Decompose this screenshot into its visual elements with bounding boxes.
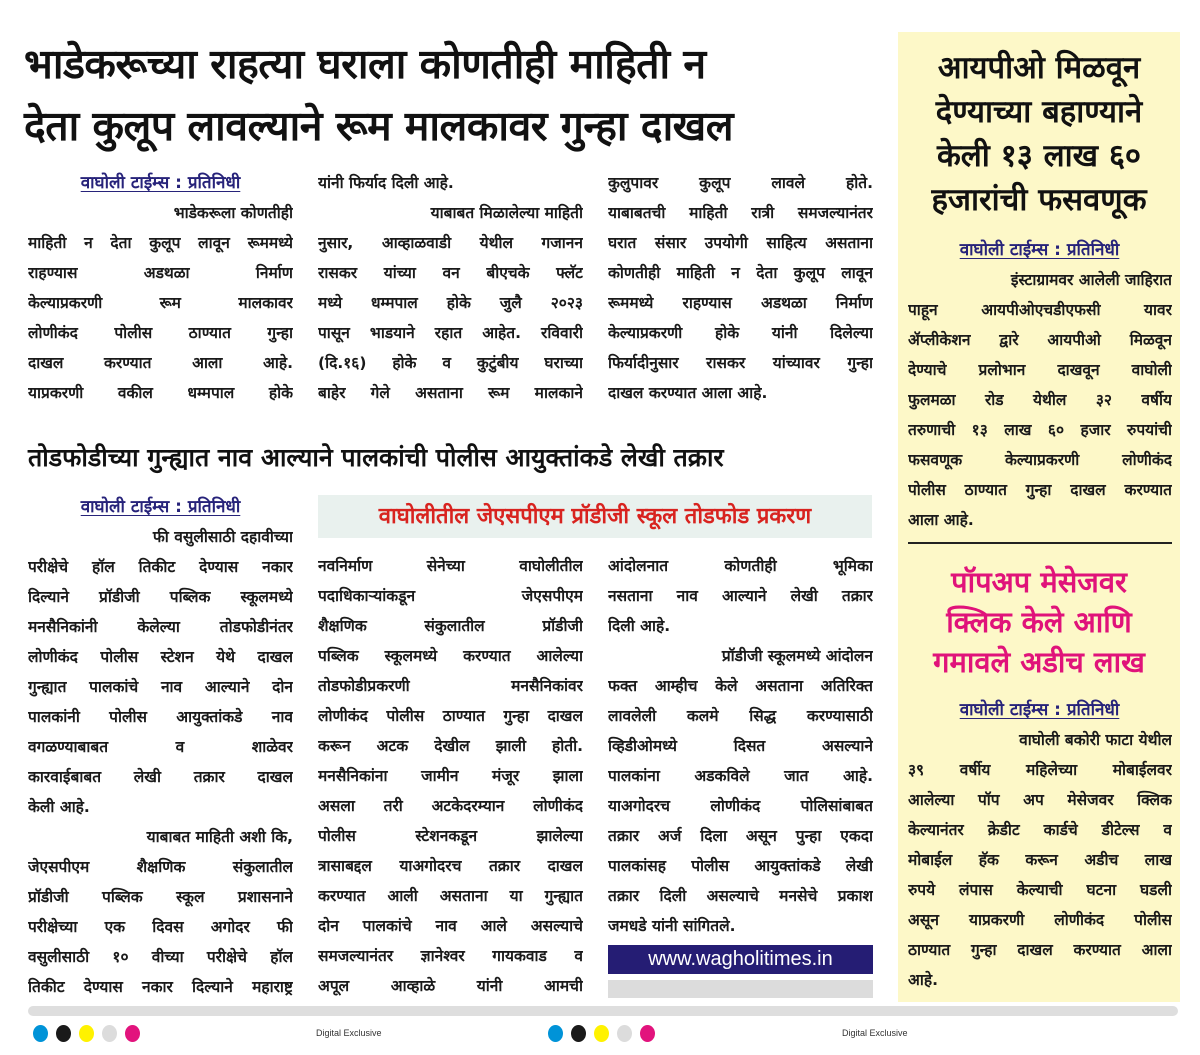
text-line: वसुलीसाठी १० वीच्या परीक्षेचे हॉल [28, 948, 293, 966]
text-line: मोबाईल हॅक करून अडीच लाख [908, 851, 1172, 869]
text-line: पोलीस ठाण्यात गुन्हा दाखल करण्यात [908, 481, 1172, 499]
byline-text: वाघोली टाईम्स : प्रतिनिधी [80, 173, 241, 193]
sidebar-story2-headline [898, 562, 1180, 682]
headline-line: देण्याच्या बहाण्याने [935, 94, 1143, 130]
text-line: पासून भाडयाने रहात आहेत. रविवारी [318, 324, 583, 342]
text-line: परीक्षेचे हॉल तिकीट देण्यास नकार [28, 558, 293, 576]
article2-headline: तोडफोडीच्या गुन्ह्यात नाव आल्याने पालकांची पोलीस आयुक्तांकडे लेखी तक्रार [28, 443, 724, 472]
text-line: तिकीट देण्यास नकार दिल्याने महाराष्ट्र [28, 978, 293, 996]
text-line: वगळण्याबाबत व शाळेवर [28, 738, 293, 756]
headline-line: क्लिक केले आणि [946, 605, 1132, 639]
registration-dot [594, 1025, 609, 1042]
text-line: मनसैनिकांना जामीन मंजूर झाला [318, 767, 583, 785]
headline-line: केली १३ लाख ६० [936, 138, 1142, 174]
sidebar-divider [908, 542, 1172, 544]
text-line: मध्ये धम्मपाल होके जुलै २०२३ [318, 294, 583, 312]
text-line: पालकांनी पोलीस आयुक्तांकडे नाव [28, 708, 293, 726]
text-line: इंस्टाग्रामवर आलेली जाहिरात [1010, 271, 1172, 289]
text-line: तरुणाची १३ लाख ६० हजार रुपयांची [908, 421, 1172, 439]
text-line: जमधडे यांनी सांगितले. [608, 917, 736, 935]
text-line: फुलमळा रोड येथील ३२ वर्षीय [908, 391, 1172, 409]
text-line: फी वसुलीसाठी दहावीच्या [152, 528, 293, 546]
text-line: देण्याचे प्रलोभान दाखवून वाघोली [908, 361, 1172, 379]
text-line: पालकांसह पोलीस आयुक्तांकडे लेखी [608, 857, 873, 875]
sidebar-story2-byline [908, 695, 1171, 725]
sidebar-story1-headline [898, 46, 1180, 222]
text-line: लावलेली कलमे सिद्ध करण्यासाठी [608, 707, 873, 725]
text-line: गुन्ह्यात पालकांचे नाव आल्याने दोन [28, 678, 293, 696]
text-line: लोणीकंद पोलीस ठाण्यात गुन्हा [28, 324, 293, 342]
text-line: व्हिडीओमध्ये दिसत असल्याने [608, 737, 873, 755]
registration-dot [548, 1025, 563, 1042]
text-line: कोणतीही माहिती न देता कुलूप लावून [608, 264, 873, 282]
text-line: वाघोली बकोरी फाटा येथील [1019, 731, 1172, 749]
article1-headline-line-1: भाडेकरूच्या राहत्या घराला कोणतीही माहिती न [24, 40, 706, 88]
text-line: दिल्याने प्रॉडीजी पब्लिक स्कूलमध्ये [28, 588, 293, 606]
article1-byline [28, 168, 293, 198]
text-line: याबाबत मिळालेल्या माहिती [430, 204, 583, 222]
text-line: अपूल आव्हाळे यांनी आमची [318, 977, 583, 995]
text-line: बाहेर गेले असताना रूम मालकाने [318, 384, 583, 402]
text-line: असला तरी अटकेदरम्यान लोणीकंद [318, 797, 583, 815]
registration-dot [79, 1025, 94, 1042]
text-line: दाखल करण्यात आला आहे. [28, 354, 293, 372]
text-line: भाडेकरूला कोणतीही [173, 204, 293, 222]
headline-line: हजारांची फसवणूक [931, 182, 1147, 218]
text-line: याअगोदरच लोणीकंद पोलिसांबाबत [608, 797, 873, 815]
text-line: केल्यानंतर क्रेडीट कार्डचे डीटेल्स व [908, 821, 1172, 839]
text-line: दोन पालकांचे नाव आले असल्याचे [318, 917, 583, 935]
text-line: रूममध्ये राहण्यास अडथळा निर्माण [608, 294, 873, 312]
article2-byline [28, 492, 293, 522]
registration-dot [125, 1025, 140, 1042]
footer-label: Digital Exclusive [316, 1028, 382, 1038]
text-line: आला आहे. [908, 511, 974, 529]
text-line: पदाधिकाऱ्यांकडून जेएसपीएम [318, 587, 583, 605]
headline-line: आयपीओ मिळवून [937, 50, 1141, 86]
text-line: केल्याप्रकरणी रूम मालकावर [28, 294, 293, 312]
text-line: असून याप्रकरणी लोणीकंद पोलीस [908, 911, 1172, 929]
text-line: तक्रार अर्ज दिला असून पुन्हा एकदा [608, 827, 873, 845]
text-line: याबाबतची माहिती रात्री समजल्यानंतर [608, 204, 873, 222]
text-line: कारवाईबाबत लेखी तक्रार दाखल [28, 768, 293, 786]
text-line: पब्लिक स्कूलमध्ये करण्यात आलेल्या [318, 647, 583, 665]
text-line: यांनी फिर्याद दिली आहे. [318, 174, 454, 192]
registration-dot [33, 1025, 48, 1042]
text-line: प्रॉडीजी स्कूलमध्ये आंदोलन [721, 647, 873, 665]
text-line: रुपये लंपास केल्याची घटना घडली [908, 881, 1172, 899]
text-line: करून अटक देखील झाली होती. [318, 737, 583, 755]
text-line: याप्रकरणी वकील धम्मपाल होके [28, 384, 293, 402]
text-line: दाखल करण्यात आला आहे. [608, 384, 768, 402]
text-line: जेएसपीएम शैक्षणिक संकुलातील [28, 858, 293, 876]
text-line: घरात संसार उपयोगी साहित्य असताना [608, 234, 873, 252]
text-line: करण्यात आली असताना या गुन्ह्यात [318, 887, 583, 905]
text-line: ३९ वर्षीय महिलेच्या मोबाईलवर [908, 761, 1172, 779]
article2-banner: वाघोलीतील जेएसपीएम प्रॉडीजी स्कूल तोडफोड प्रकरण [318, 495, 872, 538]
registration-dot [102, 1025, 117, 1042]
text-line: तक्रार दिली असल्याचे मनसेचे प्रकाश [608, 887, 873, 905]
text-line: फिर्यादीनुसार रासकर यांच्यावर गुन्हा [608, 354, 873, 372]
registration-dot [617, 1025, 632, 1042]
text-line: त्रासाबद्दल याअगोदरच तक्रार दाखल [318, 857, 583, 875]
text-line: पालकांना अडकविले जात आहे. [608, 767, 873, 785]
text-line: पाहून आयपीओएचडीएफसी यावर [908, 301, 1172, 319]
text-line: लोणीकंद पोलीस ठाण्यात गुन्हा दाखल [318, 707, 583, 725]
text-line: आलेल्या पॉप अप मेसेजवर क्लिक [908, 791, 1172, 809]
bottom-bar [28, 1006, 1178, 1016]
text-line: पोलीस स्टेशनकडून झालेल्या [318, 827, 583, 845]
text-line: दिली आहे. [608, 617, 671, 635]
text-line: याबाबत माहिती अशी कि, [146, 828, 293, 846]
byline-text: वाघोली टाईम्स : प्रतिनिधी [959, 700, 1120, 720]
text-line: शैक्षणिक संकुलातील प्रॉडीजी [318, 617, 583, 635]
text-line: ॲप्लीकेशन द्वारे आयपीओ मिळवून [908, 331, 1172, 349]
text-line: केल्याप्रकरणी होके यांनी दिलेल्या [608, 324, 873, 342]
text-line: समजल्यानंतर ज्ञानेश्वर गायकवाड व [318, 947, 583, 965]
text-line: राहण्यास अडथळा निर्माण [28, 264, 293, 282]
website-link[interactable]: www.wagholitimes.in [608, 945, 873, 974]
text-line: आहे. [908, 971, 938, 989]
registration-dot [571, 1025, 586, 1042]
headline-line: गमावले अडीच लाख [933, 645, 1145, 679]
text-line: तोडफोडीप्रकरणी मनसैनिकांवर [318, 677, 583, 695]
registration-dot [56, 1025, 71, 1042]
text-line: फक्त आम्हीच केले असताना अतिरिक्त [608, 677, 873, 695]
text-line: फसवणूक केल्याप्रकरणी लोणीकंद [908, 451, 1172, 469]
text-line: नसताना नाव आल्याने लेखी तक्रार [608, 587, 873, 605]
registration-dot [640, 1025, 655, 1042]
text-line: मनसैनिकांनी केलेल्या तोडफोडीनंतर [28, 618, 293, 636]
text-line: ठाण्यात गुन्हा दाखल करण्यात आला [908, 941, 1172, 959]
footer-label: Digital Exclusive [842, 1028, 908, 1038]
text-line: नुसार, आव्हाळवाडी येथील गजानन [318, 234, 583, 252]
article1-headline-line-2: देता कुलूप लावल्याने रूम मालकावर गुन्हा दाखल [24, 102, 734, 150]
text-line: रासकर यांच्या वन बीएचके फ्लॅट [318, 264, 583, 282]
byline-text: वाघोली टाईम्स : प्रतिनिधी [80, 497, 241, 517]
text-line: प्रॉडीजी पब्लिक स्कूल प्रशासनाने [28, 888, 293, 906]
text-line: परीक्षेच्या एक दिवस अगोदर फी [28, 918, 293, 936]
text-line: लोणीकंद पोलीस स्टेशन येथे दाखल [28, 648, 293, 666]
sidebar-story1-byline [908, 235, 1171, 265]
text-line: (दि.१६) होके व कुटुंबीय घराच्या [318, 354, 583, 372]
text-line: केली आहे. [28, 798, 90, 816]
byline-text: वाघोली टाईम्स : प्रतिनिधी [959, 240, 1120, 260]
text-line: आंदोलनात कोणतीही भूमिका [608, 557, 873, 575]
grey-spacer [608, 980, 873, 998]
headline-line: पॉपअप मेसेजवर [951, 565, 1127, 599]
text-line: नवनिर्माण सेनेच्या वाघोलीतील [318, 557, 583, 575]
text-line: माहिती न देता कुलूप लावून रूममध्ये [28, 234, 293, 252]
text-line: कुलुपावर कुलूप लावले होते. [608, 174, 873, 192]
